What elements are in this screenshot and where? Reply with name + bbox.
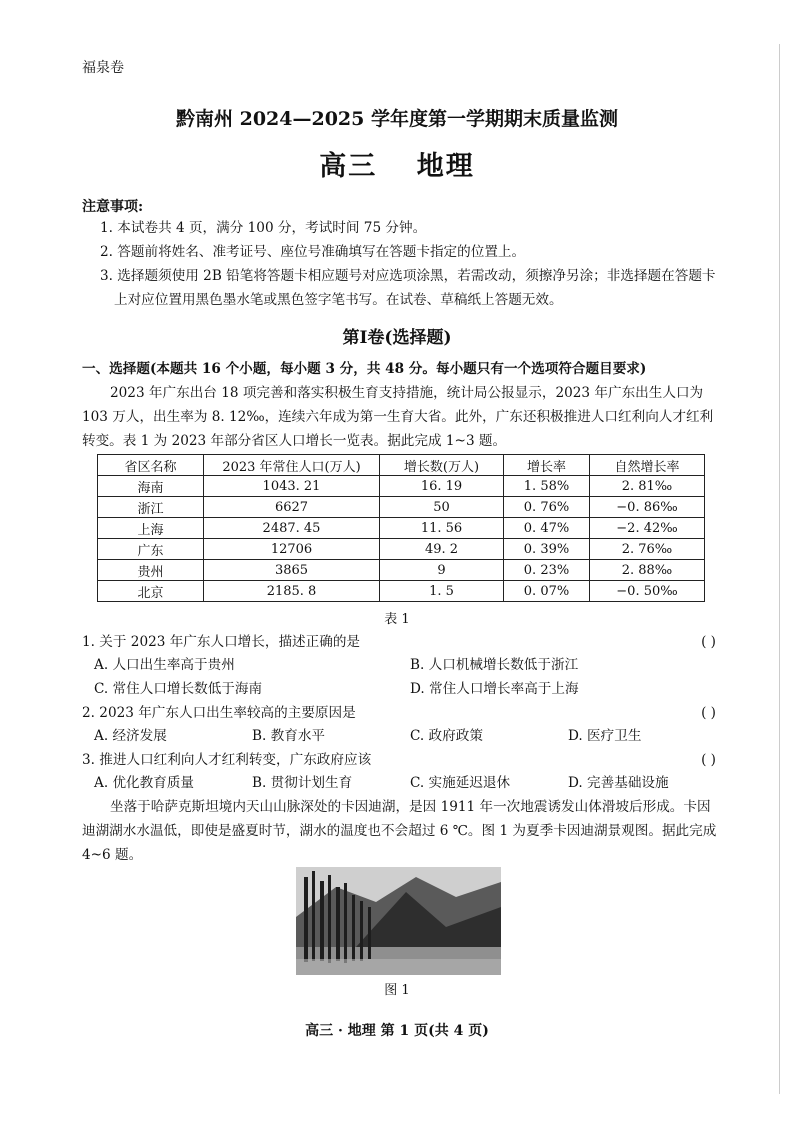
grade-label: 高三 — [319, 151, 378, 182]
table-cell: 50 — [380, 497, 504, 518]
table-row — [98, 497, 705, 518]
table-header-cell: 省区名称 — [98, 455, 204, 476]
table-cell: 11. 56 — [380, 518, 504, 539]
table-cell: 49. 2 — [380, 539, 504, 560]
table-header-cell: 2023 年常住人口(万人) — [204, 455, 380, 476]
table-cell: 广东 — [98, 539, 204, 560]
table-cell: 2185. 8 — [204, 581, 380, 602]
question-stem-text: 3. 推进人口红利向人才红利转变，广东政府应该 — [82, 752, 372, 768]
answer-blank: ( ) — [701, 752, 716, 768]
answer-blank: ( ) — [701, 705, 716, 721]
table-cell: 2. 88‰ — [590, 560, 705, 581]
passage-2: 坐落于哈萨克斯坦境内天山山脉深处的卡因迪湖，是因 1911 年一次地震诱发山体滑坡后形成。卡因迪湖湖水水温低，即使是盛夏时节，湖水的温度也不会超过 6 ℃。图 1 为夏季卡因迪湖景观图。据此完成 4~6 题。 — [82, 799, 717, 863]
table-cell: 16. 19 — [380, 476, 504, 497]
table-cell: 1. 58% — [504, 476, 590, 497]
kaindy-lake-photo — [296, 867, 501, 975]
photo-illustration — [296, 867, 501, 975]
table-cell: 1. 5 — [380, 581, 504, 602]
option-d: D. 医疗卫生 — [568, 728, 642, 744]
option-b: B. 人口机械增长数低于浙江 — [410, 657, 579, 673]
exam-title: 黔南州 2024—2025 学年度第一学期期末质量监测 — [176, 108, 618, 130]
table-cell: 2487. 45 — [204, 518, 380, 539]
table-cell: 0. 07% — [504, 581, 590, 602]
table-header-cell: 增长数(万人) — [380, 455, 504, 476]
option-d: D. 完善基础设施 — [568, 775, 669, 791]
table-cell: −2. 42‰ — [590, 518, 705, 539]
passage-1: 2023 年广东出台 18 项完善和落实积极生育支持措施，统计局公报显示，2023 年广东出生人口为 103 万人，出生率为 8. 12‰，连续六年成为第一生育大省。此外，广东还积极推进人口红利向人才红利转变。表 1 为 2023 年部分省区人口增长一览表。据此完成 1~3 题。 — [82, 385, 714, 449]
question-2-options — [82, 724, 722, 748]
table-row — [98, 518, 705, 539]
question-stem-text: 2. 2023 年广东人口出生率较高的主要原因是 — [82, 705, 356, 721]
population-table — [97, 454, 705, 602]
option-c: C. 政府政策 — [410, 728, 483, 744]
table-header-cell: 自然增长率 — [590, 455, 705, 476]
table-cell: 2. 81‰ — [590, 476, 705, 497]
table-cell: 上海 — [98, 518, 204, 539]
table-caption: 表 1 — [384, 612, 410, 627]
question-3-stem — [82, 748, 722, 772]
table-row — [98, 539, 705, 560]
notice-item: 1. 本试卷共 4 页，满分 100 分，考试时间 75 分钟。 — [100, 220, 427, 236]
table-cell: 0. 23% — [504, 560, 590, 581]
table-cell: 6627 — [204, 497, 380, 518]
table-cell: 浙江 — [98, 497, 204, 518]
table-row — [98, 476, 705, 497]
table-header-row — [98, 455, 705, 476]
option-a: A. 经济发展 — [94, 728, 167, 744]
notice-list — [82, 216, 722, 312]
part-heading: 一、选择题(本题共 16 个小题，每小题 3 分，共 48 分。每小题只有一个选项符合题目要求) — [82, 361, 647, 377]
figure-caption: 图 1 — [384, 983, 410, 998]
table-cell: −0. 86‰ — [590, 497, 705, 518]
option-c: C. 实施延迟退休 — [410, 775, 511, 791]
notice-heading: 注意事项: — [82, 199, 144, 215]
option-c: C. 常住人口增长数低于海南 — [94, 681, 263, 697]
page-footer: 高三 · 地理 第 1 页(共 4 页) — [305, 1023, 489, 1039]
corner-label: 福泉卷 — [82, 60, 124, 76]
question-2-stem — [82, 701, 722, 725]
table-cell: 1043. 21 — [204, 476, 380, 497]
table-cell: −0. 50‰ — [590, 581, 705, 602]
question-1-options-row-2 — [82, 677, 722, 701]
table-cell: 9 — [380, 560, 504, 581]
option-d: D. 常住人口增长率高于上海 — [410, 681, 579, 697]
option-b: B. 教育水平 — [252, 728, 326, 744]
question-1-stem — [82, 630, 722, 654]
table-cell: 北京 — [98, 581, 204, 602]
table-cell: 3865 — [204, 560, 380, 581]
table-cell: 0. 76% — [504, 497, 590, 518]
table-header-cell: 增长率 — [504, 455, 590, 476]
question-stem-text: 1. 关于 2023 年广东人口增长，描述正确的是 — [82, 634, 361, 650]
section-title: 第Ⅰ卷(选择题) — [342, 328, 452, 348]
option-b: B. 贯彻计划生育 — [252, 775, 353, 791]
table-row — [98, 560, 705, 581]
table-cell: 2. 76‰ — [590, 539, 705, 560]
table-cell: 0. 39% — [504, 539, 590, 560]
option-a: A. 优化教育质量 — [94, 775, 195, 791]
table-row — [98, 581, 705, 602]
option-a: A. 人口出生率高于贵州 — [94, 657, 235, 673]
subject-label: 地理 — [416, 151, 475, 182]
notice-item: 2. 答题前将姓名、准考证号、座位号准确填写在答题卡指定的位置上。 — [100, 244, 526, 260]
answer-blank: ( ) — [701, 634, 716, 650]
exam-subtitle — [0, 144, 794, 183]
page-edge-rule — [779, 44, 780, 1094]
notice-item: 3. 选择题须使用 2B 铅笔将答题卡相应题号对应选项涂黑，若需改动，须擦净另涂；非选择题在答题卡上对应位置用黑色墨水笔或黑色签字笔书写。在试卷、草稿纸上答题无效。 — [100, 268, 716, 308]
question-1-options-row-1 — [82, 653, 722, 677]
table-cell: 海南 — [98, 476, 204, 497]
question-3-options — [82, 771, 722, 795]
table-cell: 贵州 — [98, 560, 204, 581]
table-cell: 0. 47% — [504, 518, 590, 539]
table-cell: 12706 — [204, 539, 380, 560]
